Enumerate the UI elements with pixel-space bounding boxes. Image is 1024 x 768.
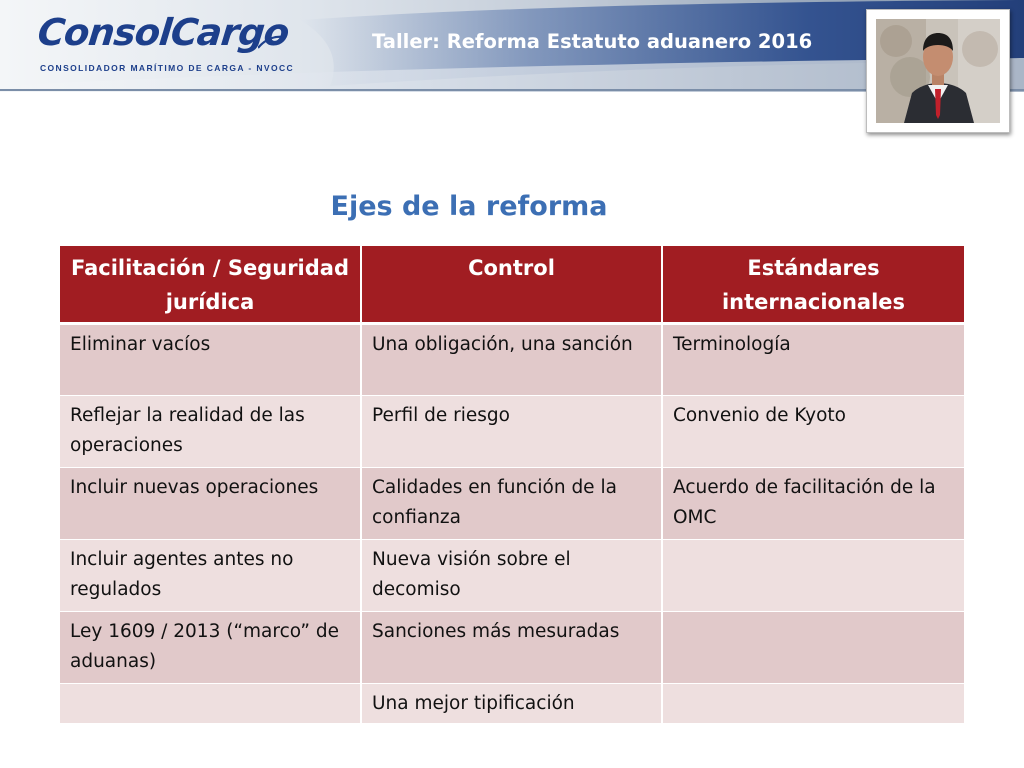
header-control: Control: [361, 246, 662, 324]
table-cell: Terminología: [662, 324, 964, 396]
table-cell: Una obligación, una sanción: [361, 324, 662, 396]
table-row: [60, 684, 964, 724]
table-cell: Ley 1609 / 2013 (“marco” de aduanas): [60, 612, 361, 684]
table-cell: [662, 612, 964, 684]
header-estandares: Estándares internacionales: [662, 246, 964, 324]
table-cell: Incluir agentes antes no regulados: [60, 540, 361, 612]
presenter-portrait-image: [876, 19, 1000, 123]
table-cell: Sanciones más mesuradas: [361, 612, 662, 684]
table-cell: Acuerdo de facilitación de la OMC: [662, 468, 964, 540]
table-cell: Una mejor tipificación: [361, 684, 662, 724]
logo-subtitle: CONSOLIDADOR MARÍTIMO DE CARGA - NVOCC: [40, 63, 295, 73]
header-facilitacion: Facilitación / Seguridad jurídica: [60, 246, 361, 324]
table-cell: Reflejar la realidad de las operaciones: [60, 396, 361, 468]
table-row: [60, 324, 964, 396]
table-row: [60, 468, 964, 540]
table-row: [60, 396, 964, 468]
workshop-title: Taller: Reforma Estatuto aduanero 2016: [372, 30, 813, 53]
table-cell: [662, 540, 964, 612]
logo-wordmark: ConsolCargo: [35, 11, 291, 54]
reforma-axes-table: [60, 246, 964, 724]
table-cell: Perfil de riesgo: [361, 396, 662, 468]
presenter-photo-frame: [866, 9, 1010, 133]
table-row: [60, 540, 964, 612]
consolcargo-logo: [35, 11, 291, 54]
logo-swoosh-icon: [258, 34, 284, 50]
table-header-row: [60, 246, 964, 324]
table-cell: Incluir nuevas operaciones: [60, 468, 361, 540]
table-cell: Calidades en función de la confianza: [361, 468, 662, 540]
table-cell: Nueva visión sobre el decomiso: [361, 540, 662, 612]
table-cell: [662, 684, 964, 724]
table-cell: Eliminar vacíos: [60, 324, 361, 396]
table-cell: [60, 684, 361, 724]
table-row: [60, 612, 964, 684]
slide-title: Ejes de la reforma: [330, 191, 608, 222]
table-cell: Convenio de Kyoto: [662, 396, 964, 468]
presenter-photo: [876, 19, 1000, 123]
